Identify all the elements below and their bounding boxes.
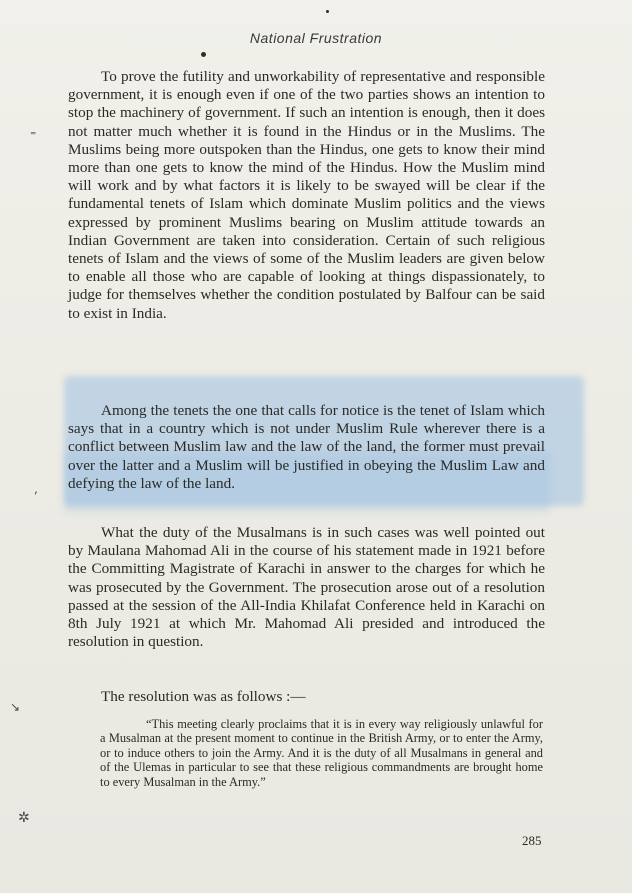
page-number: 285 — [522, 833, 542, 848]
running-head: National Frustration — [249, 30, 383, 46]
margin-mark: ⁼ — [30, 128, 37, 142]
paragraph-3 — [68, 524, 545, 651]
paragraph-1 — [68, 68, 545, 323]
paragraph-text: What the duty of the Musalmans is in such cases was well pointed out by Maulana Mahomad Ali in the course of his statement made in 1921 before the Committing Magistrate of Karachi in answer to the charges for which he was prosecuted by the Government. The prosecution arose out of a resolution passed at the session of the All-India Khilafat Conference held in Karachi on 8th July 1921 at which Mr. Mahomad Ali presided and introduced the resolution in question. — [68, 524, 545, 651]
paragraph-text: To prove the futility and unworkability of representative and responsible government, it is enough even if one of the two parties shows an intention to stop the machinery of government. If such an intention is enough, then it does not matter much whether it is found in the Hindus or in the Muslims. The Muslims being more outspoken than the Hindus, one gets to know their mind more than one gets to know the mind of the Hindus. How the Muslim mind will work and by what factors it is likely to be swayed will be clear if the fundamental tenets of Islam which dominate Muslim politics and the views expressed by prominent Muslims bearing on Muslim attitude towards an Indian Government are taken into consideration. Certain of such religious tenets of Islam and the views of some of the Muslim leaders are given below to enable all those who are capable of looking at things dispassionately, to judge for themselves whether the condition postulated by Balfour can be said to exist in India. — [68, 68, 545, 322]
paragraph-text: Among the tenets the one that calls for notice is the tenet of Islam which says that in a country which is not under Muslim Rule wherever there is a conflict between Muslim law and the law of the land, the former must prevail over the latter and a Muslim will be justified in obeying the Muslim Law and defying the law of the land. — [68, 402, 545, 492]
quote-text: “This meeting clearly proclaims that it is in every way religiously unlawful for a Musalman at the present moment to continue in the British Army, or to enter the Army, or to induce others to join the Army. And it is the duty of all Musalmans in general and of the Ulemas in particular to see that these religious commandments are brought home to every Musalman in the Army.” — [100, 717, 543, 789]
block-quote — [100, 717, 543, 789]
margin-mark: ✲ — [18, 810, 30, 826]
ink-speck — [326, 10, 329, 13]
paragraph-text: The resolution was as follows :— — [101, 688, 306, 705]
margin-mark: ↘ — [10, 700, 21, 714]
paragraph-2 — [68, 402, 545, 493]
paragraph-4 — [68, 688, 545, 706]
margin-mark: , — [34, 482, 38, 496]
ink-speck — [201, 52, 206, 57]
